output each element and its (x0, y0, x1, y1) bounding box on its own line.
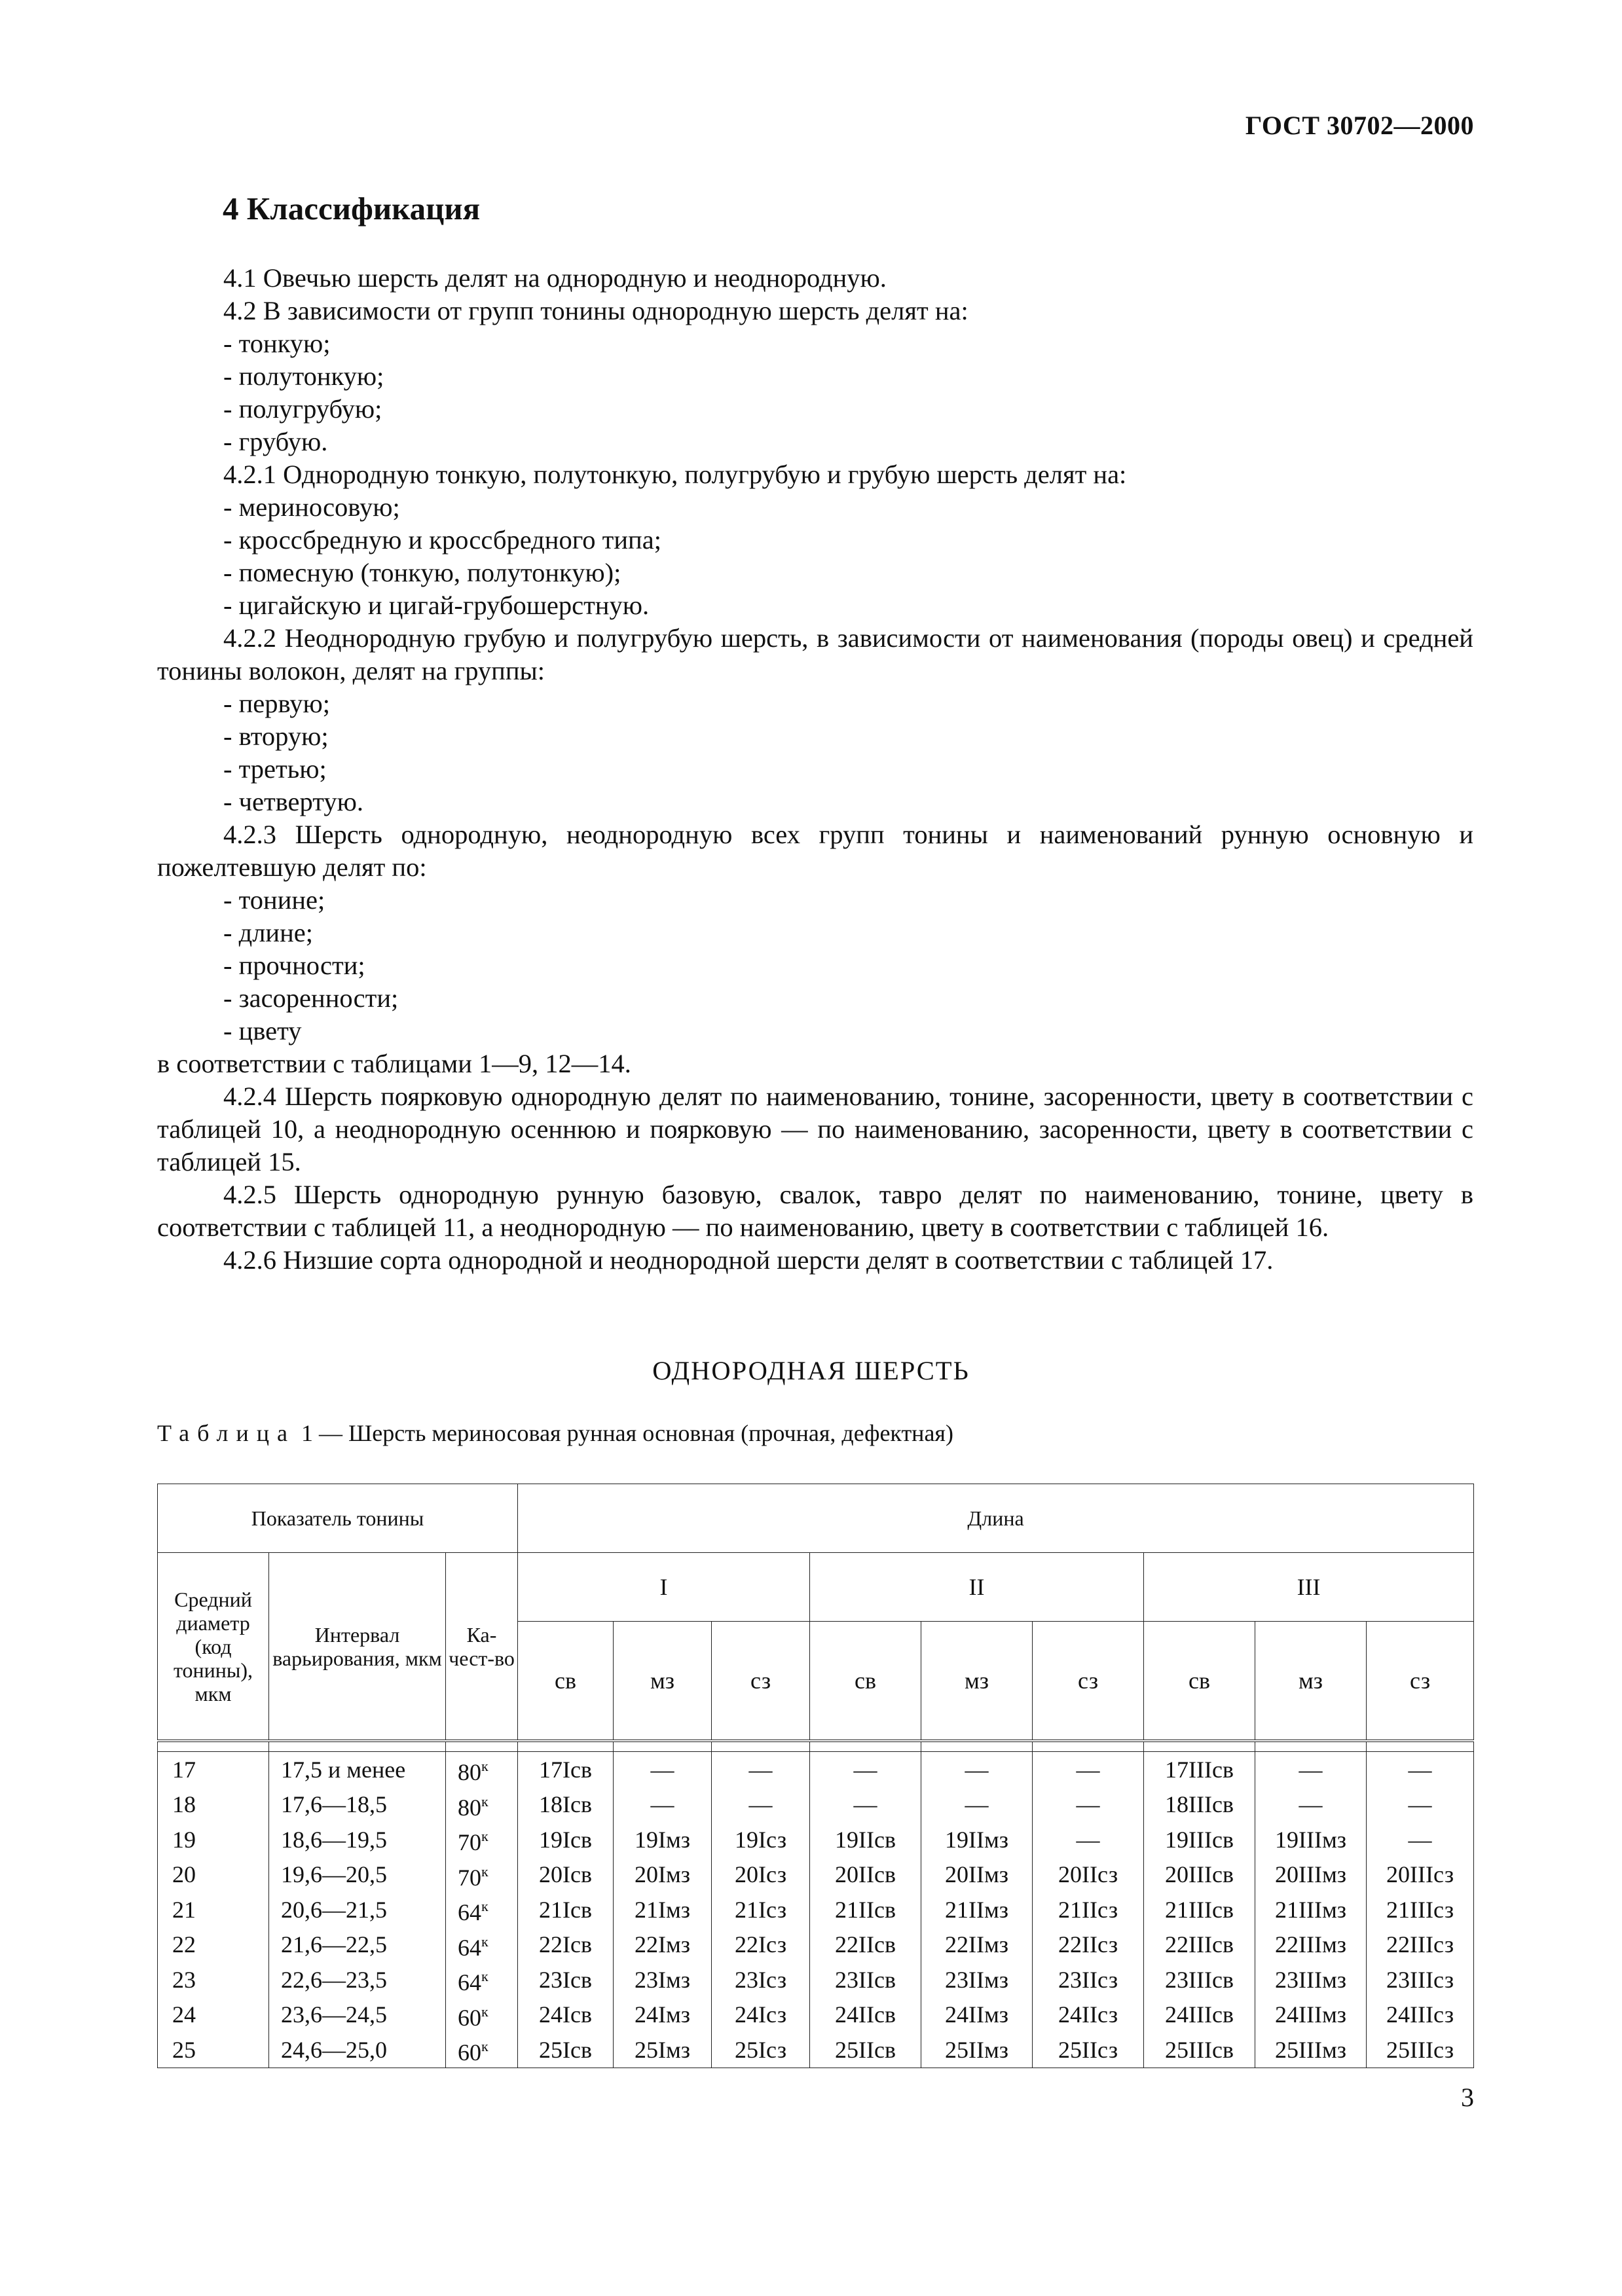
quality-superscript: к (481, 1863, 488, 1880)
header-length-group: I (518, 1553, 810, 1622)
table-cell: 23IIIсз (1367, 1962, 1474, 1997)
table-cell: — (810, 1752, 921, 1787)
section-title: 4 Классификация (223, 191, 481, 227)
table-cell: 22 (158, 1927, 269, 1963)
table-cell: 25 (158, 2032, 269, 2068)
document-header: ГОСТ 30702—2000 (1245, 111, 1474, 140)
body-text (157, 262, 1473, 1277)
header-quality: Ка-чест-во (446, 1553, 518, 1741)
table-cell: 21Iмз (614, 1892, 712, 1927)
table-cell: 24 (158, 1997, 269, 2033)
table-cell: 17,6—18,5 (269, 1787, 446, 1823)
table-cell: 22IIIсв (1144, 1927, 1255, 1963)
table-cell: 21IIIсв (1144, 1892, 1255, 1927)
quality-superscript: к (481, 1828, 488, 1844)
table-cell: 22IIмз (921, 1927, 1033, 1963)
header-subcolumn: сз (1033, 1622, 1144, 1741)
quality-superscript: к (481, 1793, 488, 1810)
paragraph: 4.2.2 Неоднородную грубую и полугрубую шерсть, в зависимости от наименования (породы овец) и средней тонины волокон, делят на группы: (157, 623, 1473, 685)
table-cell: 20,6—21,5 (269, 1892, 446, 1927)
header-subcolumn: мз (614, 1622, 712, 1741)
table-cell: — (921, 1787, 1033, 1823)
quality-value: 70 (458, 1864, 481, 1891)
paragraph: 4.2.5 Шерсть однородную рунную базовую, свалок, тавро делят по наименованию, тонине, цвету в соответствии с таблицей 11, а неоднородную — по наименованию, цвету в соответствии с таблицей 16. (157, 1180, 1473, 1242)
header-mean-diameter: Средний диаметр (код тонины), мкм (158, 1553, 269, 1741)
paragraph: - мериносовую; (223, 492, 400, 522)
quality-superscript: к (481, 1898, 488, 1914)
paragraph: - полугрубую; (223, 394, 382, 424)
table-cell (446, 2032, 518, 2068)
table-cell: 20IIсв (810, 1857, 921, 1893)
table-cell: 24,6—25,0 (269, 2032, 446, 2068)
paragraph: 4.2.1 Однородную тонкую, полутонкую, полугрубую и грубую шерсть делят на: (223, 460, 1127, 489)
header-subcolumn: св (1144, 1622, 1255, 1741)
header-fineness: Показатель тонины (158, 1484, 518, 1553)
table-cell: 21IIмз (921, 1892, 1033, 1927)
table-row (158, 1822, 1474, 1857)
table-cell: — (1367, 1752, 1474, 1787)
table-caption-label: Таблица (157, 1420, 295, 1446)
quality-value: 64 (458, 1969, 481, 1995)
table-cell: 20IIсз (1033, 1857, 1144, 1893)
table-cell: 25IIсз (1033, 2032, 1144, 2068)
table-cell: 17Iсв (518, 1752, 614, 1787)
quality-value: 80 (458, 1759, 481, 1785)
table-cell (446, 1822, 518, 1857)
table-cell: 18 (158, 1787, 269, 1823)
table-cell: 22IIIмз (1255, 1927, 1367, 1963)
header-subcolumn: мз (1255, 1622, 1367, 1741)
table-cell: 19IIIсв (1144, 1822, 1255, 1857)
table-cell: 25Iсз (712, 2032, 810, 2068)
table-caption-text: 1 — Шерсть мериносовая рунная основная (прочная, дефектная) (301, 1420, 953, 1446)
table-cell: 20 (158, 1857, 269, 1893)
paragraph: - четвертую. (223, 787, 364, 816)
table-cell: 20Iсв (518, 1857, 614, 1893)
header-subcolumn: сз (1367, 1622, 1474, 1741)
table-cell: 24IIIсв (1144, 1997, 1255, 2033)
table-cell: 24IIIмз (1255, 1997, 1367, 2033)
table-cell: 25IIIсз (1367, 2032, 1474, 2068)
table-cell: 24Iсв (518, 1997, 614, 2033)
table-caption (157, 1419, 953, 1447)
header-length-group: II (810, 1553, 1144, 1622)
table-cell (446, 1787, 518, 1823)
table-cell: 24Iмз (614, 1997, 712, 2033)
table-cell: — (1033, 1752, 1144, 1787)
table-cell: 23IIмз (921, 1962, 1033, 1997)
table-row (158, 1962, 1474, 1997)
paragraph: - первую; (223, 689, 331, 718)
table-row (158, 1857, 1474, 1893)
table-cell (446, 1927, 518, 1963)
table-cell: 17 (158, 1752, 269, 1787)
quality-value: 64 (458, 1899, 481, 1925)
paragraph: - помесную (тонкую, полутонкую); (223, 558, 621, 587)
table-cell: 25Iмз (614, 2032, 712, 2068)
table-cell: — (712, 1752, 810, 1787)
paragraph: 4.2.3 Шерсть однородную, неоднородную всех групп тонины и наименований рунную основную и пожелтевшую делят по: (157, 820, 1473, 882)
table-cell: 21 (158, 1892, 269, 1927)
table-cell: 24IIсз (1033, 1997, 1144, 2033)
table-cell (446, 1962, 518, 1997)
table-cell: 25IIсв (810, 2032, 921, 2068)
table-cell: 24IIIсз (1367, 1997, 1474, 2033)
paragraph: - тонкую; (223, 329, 331, 358)
table-cell: — (921, 1752, 1033, 1787)
table-cell: 20IIIсз (1367, 1857, 1474, 1893)
table-cell: 17IIIсв (1144, 1752, 1255, 1787)
table-cell: 22Iсв (518, 1927, 614, 1963)
table-cell: 22IIIсз (1367, 1927, 1474, 1963)
table-cell: — (1033, 1822, 1144, 1857)
table-cell: 23IIсв (810, 1962, 921, 1997)
table-cell: 19IIсв (810, 1822, 921, 1857)
table-cell: 23IIIмз (1255, 1962, 1367, 1997)
quality-value: 70 (458, 1829, 481, 1855)
table-cell (446, 1997, 518, 2033)
header-subcolumn: сз (712, 1622, 810, 1741)
table-cell: — (614, 1787, 712, 1823)
table-cell: 25IIIмз (1255, 2032, 1367, 2068)
table-cell: — (614, 1752, 712, 1787)
table-cell (446, 1857, 518, 1893)
table-cell: — (1255, 1787, 1367, 1823)
quality-value: 60 (458, 2039, 481, 2066)
table-cell: 20Iсз (712, 1857, 810, 1893)
header-subcolumn: св (518, 1622, 614, 1741)
table-cell: — (1255, 1752, 1367, 1787)
table-cell: 21,6—22,5 (269, 1927, 446, 1963)
paragraph: - третью; (223, 754, 327, 784)
table-row (158, 1752, 1474, 1787)
paragraph: - вторую; (223, 721, 329, 751)
quality-value: 80 (458, 1794, 481, 1821)
table-cell: 22IIсз (1033, 1927, 1144, 1963)
quality-value: 64 (458, 1934, 481, 1961)
table-cell: 19Iсв (518, 1822, 614, 1857)
paragraph: - цвету (223, 1016, 302, 1046)
header-length-group: III (1144, 1553, 1474, 1622)
quality-superscript: к (481, 2003, 488, 2020)
paragraph: - цигайскую и цигай-грубошерстную. (223, 591, 650, 620)
paragraph: 4.2.6 Низшие сорта однородной и неоднородной шерсти делят в соответствии с таблицей 17. (223, 1245, 1274, 1275)
wool-table (157, 1484, 1474, 2068)
header-subcolumn: св (810, 1622, 921, 1741)
paragraph: 4.2 В зависимости от групп тонины однородную шерсть делят на: (223, 296, 968, 325)
paragraph: 4.2.4 Шерсть поярковую однородную делят по наименованию, тонине, засоренности, цвету в соответствии с таблицей 10, а неоднородную осеннюю и поярковую — по наименованию, засоренности, цвету в соответствии с таблицей 15. (157, 1082, 1473, 1176)
table-cell: — (1033, 1787, 1144, 1823)
paragraph: - грубую. (223, 427, 328, 456)
paragraph: - засоренности; (223, 983, 399, 1013)
header-interval: Интервал варьирования, мкм (269, 1553, 446, 1741)
table-cell: 25Iсв (518, 2032, 614, 2068)
table-cell: — (1367, 1787, 1474, 1823)
table-cell: — (712, 1787, 810, 1823)
table-row (158, 2032, 1474, 2068)
table-row (158, 1997, 1474, 2033)
table-cell: 19IIмз (921, 1822, 1033, 1857)
table-cell: 20Iмз (614, 1857, 712, 1893)
table-cell: 18,6—19,5 (269, 1822, 446, 1857)
table-row (158, 1927, 1474, 1963)
quality-value: 60 (458, 2004, 481, 2031)
paragraph: в соответствии с таблицами 1—9, 12—14. (157, 1049, 631, 1078)
table-cell: 19IIIмз (1255, 1822, 1367, 1857)
table-cell: 21IIIмз (1255, 1892, 1367, 1927)
table-cell: 21IIсв (810, 1892, 921, 1927)
table-cell: 23,6—24,5 (269, 1997, 446, 2033)
table-cell: — (810, 1787, 921, 1823)
table-cell: 19Iмз (614, 1822, 712, 1857)
table-cell: 20IIмз (921, 1857, 1033, 1893)
paragraph: - прочности; (223, 951, 365, 980)
quality-superscript: к (481, 1968, 488, 1984)
table-cell: 22Iмз (614, 1927, 712, 1963)
table-cell: 23Iмз (614, 1962, 712, 1997)
table-cell (446, 1892, 518, 1927)
table-cell: 24IIсв (810, 1997, 921, 2033)
table-cell: 21IIIсз (1367, 1892, 1474, 1927)
table-cell: 23Iсв (518, 1962, 614, 1997)
table-cell: 19 (158, 1822, 269, 1857)
table-cell: 21Iсв (518, 1892, 614, 1927)
paragraph: 4.1 Овечью шерсть делят на однородную и неоднородную. (223, 263, 887, 293)
table-cell: — (1367, 1822, 1474, 1857)
table-cell (446, 1752, 518, 1787)
table-cell: 25IIIсв (1144, 2032, 1255, 2068)
quality-superscript: к (481, 1758, 488, 1774)
table-cell: 18Iсв (518, 1787, 614, 1823)
paragraph: - тонине; (223, 885, 325, 915)
table-row (158, 1892, 1474, 1927)
table-cell: 22Iсз (712, 1927, 810, 1963)
table-cell: 17,5 и менее (269, 1752, 446, 1787)
table-cell: 23Iсз (712, 1962, 810, 1997)
table-cell: 24Iсз (712, 1997, 810, 2033)
table-cell: 21IIсз (1033, 1892, 1144, 1927)
table-row (158, 1787, 1474, 1823)
table-cell: 19Iсз (712, 1822, 810, 1857)
header-subcolumn: мз (921, 1622, 1033, 1741)
table-cell: 20IIIсв (1144, 1857, 1255, 1893)
paragraph: - полутонкую; (223, 361, 384, 391)
table-cell: 23IIсз (1033, 1962, 1144, 1997)
paragraph: - кроссбредную и кроссбредного типа; (223, 525, 661, 555)
table-cell: 25IIмз (921, 2032, 1033, 2068)
quality-superscript: к (481, 1933, 488, 1950)
page-number: 3 (1461, 2083, 1474, 2112)
header-length: Длина (518, 1484, 1474, 1553)
paragraph: - длине; (223, 918, 314, 947)
table-cell: 19,6—20,5 (269, 1857, 446, 1893)
table-cell: 23 (158, 1962, 269, 1997)
table-cell: 23IIIсв (1144, 1962, 1255, 1997)
subheading: ОДНОРОДНАЯ ШЕРСТЬ (652, 1356, 970, 1385)
table-cell: 22,6—23,5 (269, 1962, 446, 1997)
quality-superscript: к (481, 2038, 488, 2054)
table-cell: 22IIсв (810, 1927, 921, 1963)
table-cell: 24IIмз (921, 1997, 1033, 2033)
table-cell: 21Iсз (712, 1892, 810, 1927)
table-cell: 18IIIсв (1144, 1787, 1255, 1823)
table-cell: 20IIIмз (1255, 1857, 1367, 1893)
